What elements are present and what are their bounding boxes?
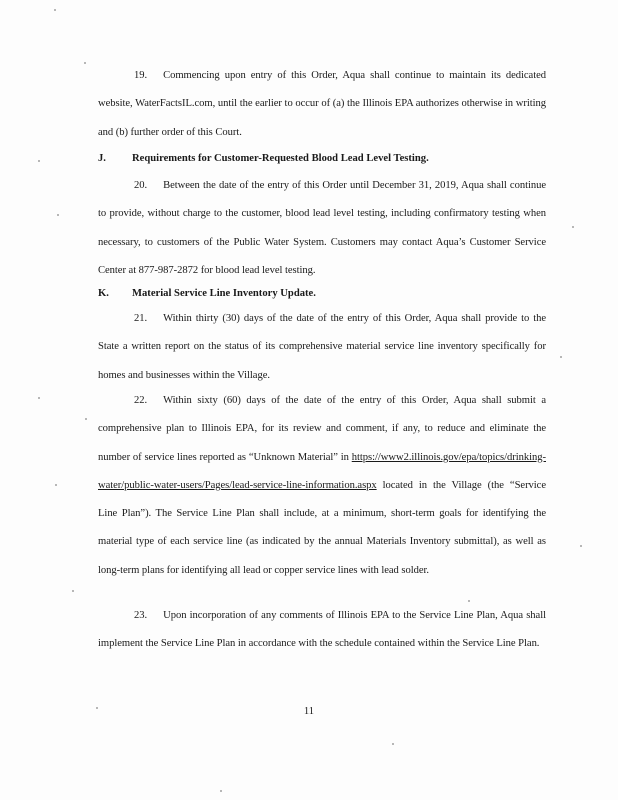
scan-speck (55, 484, 57, 486)
scan-speck (54, 9, 56, 11)
scan-speck (72, 590, 74, 592)
paragraph-text: Between the date of the entry of this Order until December 31, 2019, Aqua shall continue to provide, without charge to the customer, blood lead level testing, including confirmatory testing when necessary, to customers of the Public Water System. Customers may contact Aqua’s Customer Service Center at 877-987-2872 for blood lead level testing. (98, 180, 546, 276)
scan-speck (85, 418, 87, 420)
section-heading-k (98, 286, 546, 302)
section-heading-j (98, 151, 546, 167)
paragraph-text: Upon incorporation of any comments of Illinois EPA to the Service Line Plan, Aqua shall implement the Service Line Plan in accordance with the schedule contained within the Service Line Plan. (98, 610, 546, 650)
section-title: Material Service Line Inventory Update. (132, 288, 316, 299)
scan-speck (84, 62, 86, 64)
scan-speck (392, 743, 394, 745)
paragraph-number: 19. (134, 70, 148, 81)
section-title: Requirements for Customer-Requested Blood Lead Level Testing. (132, 153, 429, 164)
page-number: 11 (303, 706, 315, 717)
paragraph-number: 20. (134, 180, 148, 191)
scan-speck (38, 397, 40, 399)
scan-speck (560, 356, 562, 358)
paragraph-21 (98, 305, 546, 390)
paragraph-19 (98, 62, 546, 147)
scan-speck (220, 790, 222, 792)
paragraph-text: Within thirty (30) days of the date of the entry of this Order, Aqua shall provide to the State a written report on the status of its comprehensive material service line inventory specifically for homes and businesses within the Village. (98, 313, 546, 381)
paragraph-23 (98, 602, 546, 659)
paragraph-text: Commencing upon entry of this Order, Aqua shall continue to maintain its dedicated website, WaterFactsIL.com, until the earlier to occur of (a) the Illinois EPA authorizes otherwise in writing and (b) further order of this Court. (98, 70, 546, 138)
paragraph-number: 23. (134, 610, 148, 621)
paragraph-number: 21. (134, 313, 148, 324)
lead-service-line-link[interactable]: https://www2.illinois.gov/epa/topics/drinking-water/public-water-users/Pages/lead-service-line-information.aspx (98, 451, 546, 491)
scan-speck (38, 160, 40, 162)
section-letter: K. (98, 288, 109, 299)
paragraph-20 (98, 172, 546, 285)
paragraph-22 (98, 387, 546, 585)
section-letter: J. (98, 153, 106, 164)
paragraph-number: 22. (134, 395, 148, 406)
scan-speck (580, 545, 582, 547)
scan-speck (572, 226, 574, 228)
paragraph-text-continued: located in the Village (the “Service Line Plan”). The Service Line Plan shall include, at a minimum, short-term goals for identifying the material type of each service line (as indicated by the annual Materials Inventory submittal), as well as long-term plans for identifying all lead or copper service lines with lead solder. (98, 479, 546, 576)
scan-speck (57, 214, 59, 216)
paragraph-text: Within sixty (60) days of the date of the entry of this Order, Aqua shall submit a comprehensive plan to Illinois EPA, for its review and comment, if any, to reduce and eliminate the number of service lines reported as “Unknown Material” in (98, 395, 546, 463)
